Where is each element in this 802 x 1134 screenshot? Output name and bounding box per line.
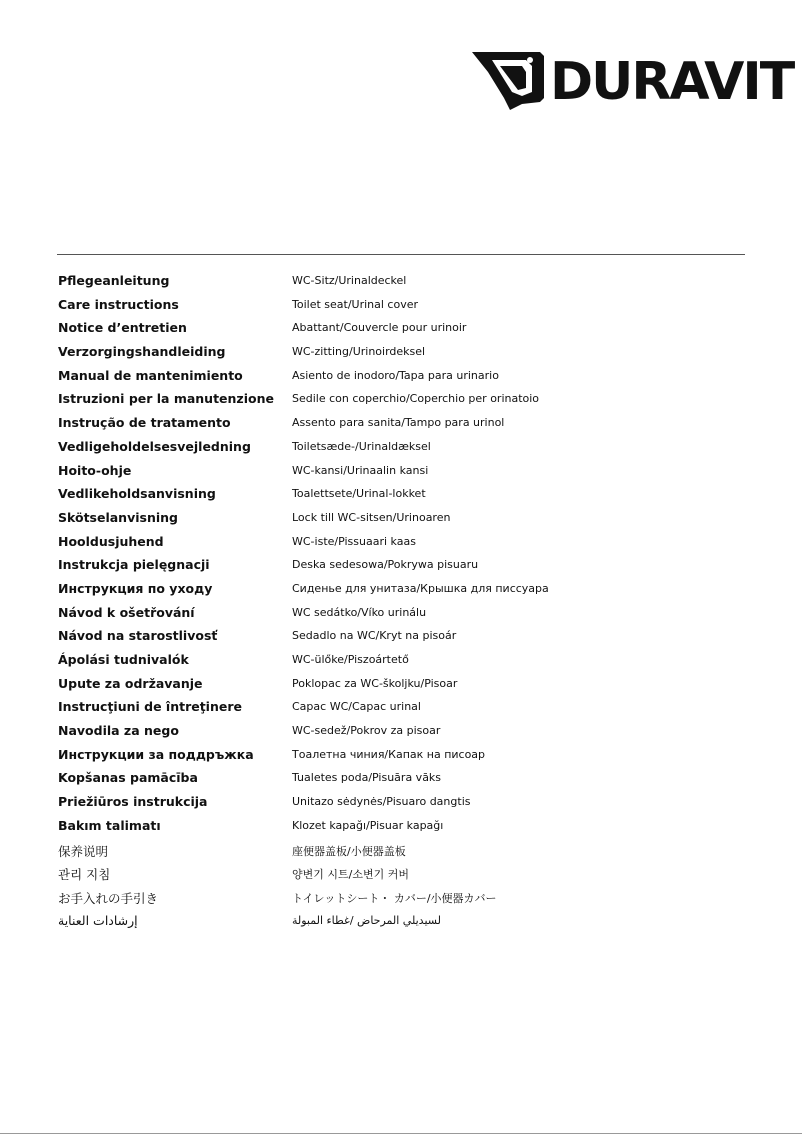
entry-title: Instrucţiuni de întreţinere xyxy=(58,699,242,715)
entry-title: Istruzioni per la manutenzione xyxy=(58,391,274,407)
entry-title: Instrukcja pielęgnacji xyxy=(58,557,210,573)
header-divider xyxy=(57,254,745,255)
list-item xyxy=(0,603,802,627)
entry-title: お手入れの手引き xyxy=(58,890,159,906)
entry-title: Vedlikeholdsanvisning xyxy=(58,486,216,502)
entry-product: Тоалетна чиния/Капак на писоар xyxy=(292,747,486,761)
list-item xyxy=(0,768,802,792)
list-item xyxy=(0,366,802,390)
entry-title: Инструкция по уходу xyxy=(58,580,213,596)
list-item xyxy=(0,271,802,295)
list-item xyxy=(0,911,802,935)
instruction-list xyxy=(0,271,802,934)
entry-product: Unitazo sėdynės/Pisuaro dangtis xyxy=(292,795,471,809)
entry-product: WC-ülőke/Piszoártető xyxy=(292,653,409,666)
entry-title: Upute za održavanje xyxy=(58,675,203,691)
entry-product: 양변기 시트/소변기 커버 xyxy=(292,868,409,882)
list-item xyxy=(0,342,802,366)
entry-title: Instrução de tratamento xyxy=(58,415,231,431)
entry-product: Klozet kapağı/Pisuar kapağı xyxy=(292,818,444,832)
entry-product: Sedadlo na WC/Kryt na pisoár xyxy=(292,629,457,643)
entry-product: Tualetes poda/Pisuāra vāks xyxy=(292,771,442,785)
entry-title: 保养说明 xyxy=(58,843,109,859)
entry-product: Toilet seat/Urinal cover xyxy=(292,297,419,311)
entry-product: WC-sedež/Pokrov za pisoar xyxy=(292,724,441,738)
list-item xyxy=(0,721,802,745)
list-item xyxy=(0,816,802,840)
duravit-logo-graphic xyxy=(470,42,794,112)
entry-product: トイレットシート・ カバー/小便器カバー xyxy=(292,891,497,905)
entry-title: Kopšanas pamācība xyxy=(58,770,198,786)
entry-product: 座便器盖板/小便器盖板 xyxy=(292,844,406,858)
list-item xyxy=(0,413,802,437)
list-item xyxy=(0,437,802,461)
list-item xyxy=(0,484,802,508)
list-item xyxy=(0,579,802,603)
entry-title: Návod na starostlivosť xyxy=(58,628,218,644)
entry-title: 관리 지침 xyxy=(58,867,111,883)
list-item xyxy=(0,840,802,864)
entry-product: WC-Sitz/Urinaldeckel xyxy=(292,274,407,287)
entry-title: Manual de mantenimiento xyxy=(58,367,243,383)
entry-product: Poklopac za WC-školjku/Pisoar xyxy=(292,676,458,690)
entry-title: Návod k ošetřování xyxy=(58,604,195,620)
entry-product: WC sedátko/Víko urinálu xyxy=(292,605,427,619)
entry-product: Lock till WC-sitsen/Urinoaren xyxy=(292,510,451,524)
list-item xyxy=(0,532,802,556)
entry-product: Сиденье для унитаза/Крышка для писсуара xyxy=(292,581,549,595)
list-item xyxy=(0,318,802,342)
entry-product: WC-kansi/Urinaalin kansi xyxy=(292,463,429,477)
entry-product: Toiletsæde-/Urinaldæksel xyxy=(292,439,431,453)
entry-title: Notice d’entretien xyxy=(58,320,187,336)
list-item xyxy=(0,745,802,769)
entry-title: Hoito-ohje xyxy=(58,462,132,478)
list-item xyxy=(0,389,802,413)
list-item xyxy=(0,674,802,698)
entry-product: WC-iste/Pissuaari kaas xyxy=(292,534,416,548)
entry-title: Bakım talimatı xyxy=(58,817,161,833)
list-item xyxy=(0,461,802,485)
entry-product: Capac WC/Capac urinal xyxy=(292,700,421,714)
entry-product: Asiento de inodoro/Tapa para urinario xyxy=(292,368,499,382)
entry-title: Care instructions xyxy=(58,296,179,312)
entry-product: Sedile con coperchio/Coperchio per orinatoio xyxy=(292,392,540,406)
duravit-logo xyxy=(470,42,794,112)
entry-product: Assento para sanita/Tampo para urinol xyxy=(292,416,505,430)
entry-title: Hooldusjuhend xyxy=(58,533,164,549)
entry-title: Skötselanvisning xyxy=(58,509,178,525)
entry-product: Abattant/Couvercle pour urinoir xyxy=(292,321,467,335)
entry-title: Navodila za nego xyxy=(58,723,179,739)
entry-product: Deska sedesowa/Pokrywa pisuaru xyxy=(292,558,479,572)
entry-title: إرشادات العناية xyxy=(58,912,138,928)
entry-title: Pflegeanleitung xyxy=(58,273,170,288)
list-item xyxy=(0,555,802,579)
entry-product: Toalettsete/Urinal-lokket xyxy=(292,487,426,501)
entry-product: لسيديلي المرحاض /غطاء المبولة xyxy=(292,913,441,927)
duravit-bird-icon xyxy=(472,52,544,110)
list-item xyxy=(0,697,802,721)
list-item xyxy=(0,792,802,816)
entry-title: Verzorgingshandleiding xyxy=(58,344,226,360)
list-item xyxy=(0,626,802,650)
list-item xyxy=(0,887,802,911)
entry-title: Vedligeholdelsesvejledning xyxy=(58,438,251,454)
entry-title: Ápolási tudnivalók xyxy=(58,652,189,667)
list-item xyxy=(0,863,802,887)
list-item xyxy=(0,295,802,319)
entry-product: WC-zitting/Urinoirdeksel xyxy=(292,345,426,359)
entry-title: Инструкции за поддръжка xyxy=(58,746,254,762)
brand-name: DURAVIT xyxy=(550,52,794,112)
list-item xyxy=(0,508,802,532)
list-item xyxy=(0,650,802,674)
entry-title: Priežiūros instrukcija xyxy=(58,794,208,810)
